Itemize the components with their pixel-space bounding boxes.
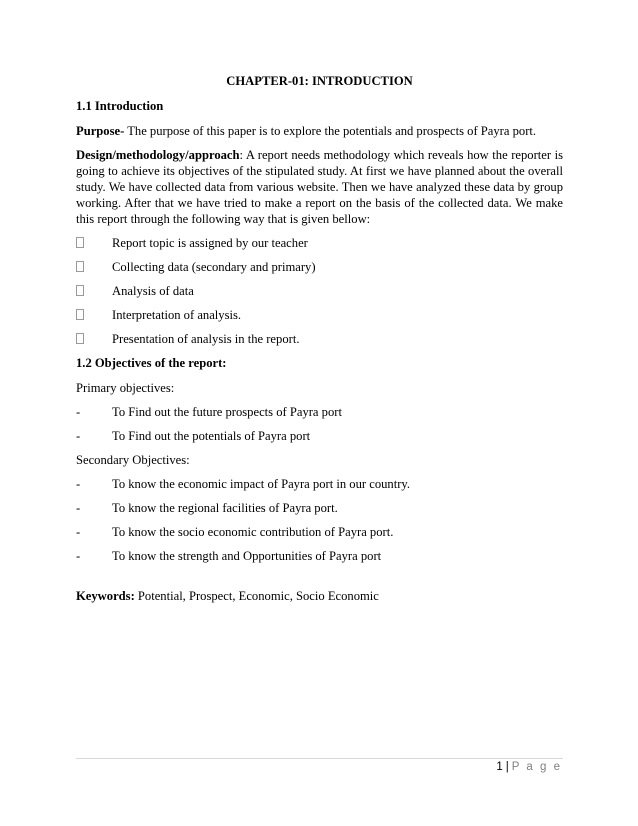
list-item bbox=[76, 524, 563, 540]
list-item bbox=[76, 307, 563, 323]
chapter-title: CHAPTER-01: INTRODUCTION bbox=[226, 74, 413, 88]
list-item-text: To Find out the future prospects of Payra port bbox=[112, 405, 342, 419]
secondary-objectives-label: Secondary Objectives: bbox=[76, 453, 190, 467]
bullet-icon bbox=[76, 307, 112, 323]
list-item-text: To know the strength and Opportunities of Payra port bbox=[112, 549, 382, 563]
list-item-text: Report topic is assigned by our teacher bbox=[112, 236, 308, 250]
bullet-icon bbox=[76, 235, 112, 251]
footer-divider bbox=[76, 758, 563, 759]
keywords-text: Potential, Prospect, Economic, Socio Economic bbox=[134, 589, 379, 603]
dash-marker: - bbox=[76, 429, 81, 443]
list-item-text: Interpretation of analysis. bbox=[112, 308, 242, 322]
purpose-text: The purpose of this paper is to explore the potentials and prospects of Payra port. bbox=[124, 124, 537, 138]
keywords-paragraph bbox=[76, 588, 563, 604]
dash-marker: - bbox=[76, 477, 81, 491]
list-item bbox=[76, 500, 563, 516]
list-item-text: To know the regional facilities of Payra port. bbox=[112, 501, 338, 515]
page-number: 1 bbox=[496, 761, 503, 773]
bullet-icon bbox=[76, 331, 112, 347]
purpose-label: Purpose- bbox=[76, 124, 125, 138]
list-item bbox=[76, 404, 563, 420]
design-label: Design/methodology/approach bbox=[76, 148, 240, 162]
list-item-text: Analysis of data bbox=[112, 284, 194, 298]
section-heading-objectives: 1.2 Objectives of the report: bbox=[76, 356, 227, 370]
list-item bbox=[76, 283, 563, 299]
list-item-text: To know the socio economic contribution of Payra port. bbox=[112, 525, 394, 539]
dash-marker: - bbox=[76, 549, 81, 563]
list-item bbox=[76, 331, 563, 347]
list-item-text: To know the economic impact of Payra port in our country. bbox=[112, 477, 411, 491]
list-item-text: Presentation of analysis in the report. bbox=[112, 332, 300, 346]
design-paragraph bbox=[76, 147, 563, 227]
dash-marker: - bbox=[76, 525, 81, 539]
bullet-icon bbox=[76, 283, 112, 299]
section-heading-introduction: 1.1 Introduction bbox=[76, 99, 164, 113]
list-item bbox=[76, 476, 563, 492]
footer-separator: | bbox=[505, 761, 509, 773]
list-item bbox=[76, 428, 563, 444]
list-item-text: Collecting data (secondary and primary) bbox=[112, 260, 316, 274]
dash-marker: - bbox=[76, 405, 81, 419]
list-item bbox=[76, 548, 563, 564]
list-item-text: To Find out the potentials of Payra port bbox=[112, 429, 311, 443]
page-footer bbox=[496, 761, 562, 773]
blank-line bbox=[76, 572, 563, 588]
dash-marker: - bbox=[76, 501, 81, 515]
primary-objectives-label: Primary objectives: bbox=[76, 381, 175, 395]
design-text: : A report needs methodology which reveals how the reporter is going to achieve its objectives of the stipulated study. At first we have planned about the overall study. We have collected data from various website. Then we have analyzed these data by group working. After that we have tried to make a report on the basis of the collected data. We make this report through the following way that is given bellow: bbox=[76, 148, 563, 226]
page-content bbox=[76, 73, 563, 612]
keywords-label: Keywords: bbox=[76, 589, 135, 603]
page-label: P a g e bbox=[511, 761, 562, 773]
purpose-paragraph bbox=[76, 123, 563, 139]
list-item bbox=[76, 259, 563, 275]
list-item bbox=[76, 235, 563, 251]
bullet-icon bbox=[76, 259, 112, 275]
